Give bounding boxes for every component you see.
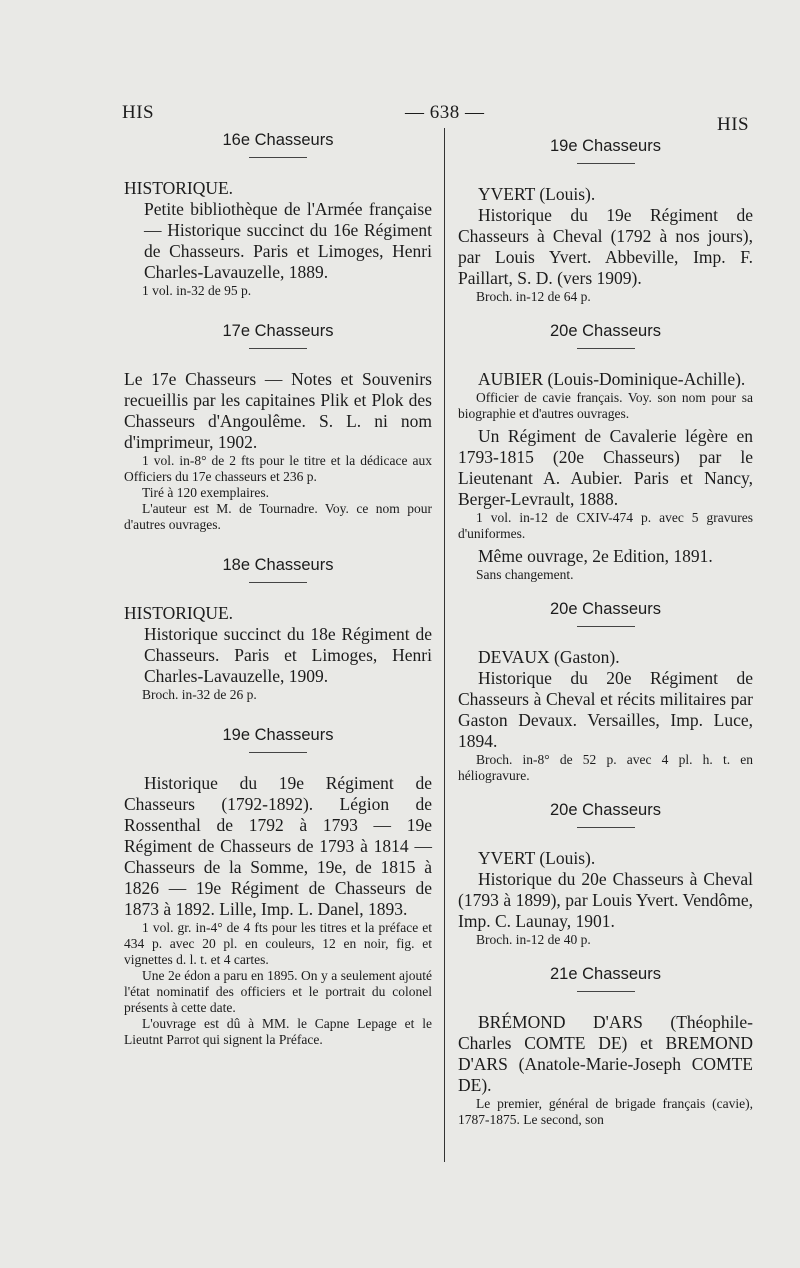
entry-head: YVERT (Louis). bbox=[478, 184, 596, 204]
entry-note: 1 vol. in-32 de 95 p. bbox=[142, 283, 252, 298]
entry-note: Une 2e édon a paru en 1895. On y a seulement ajouté l'état nominatif des officiers et le portrait du colonel présents à cette date. bbox=[124, 968, 432, 1015]
entry-note: Broch. in-12 de 40 p. bbox=[476, 932, 591, 947]
section-heading: 19e Chasseurs bbox=[222, 726, 334, 744]
heading-rule bbox=[249, 157, 307, 158]
bibliography-entry bbox=[458, 647, 753, 784]
bibliography-entry bbox=[458, 1012, 753, 1128]
entry-body: Le 17e Chasseurs — Notes et Souvenirs recueillis par les capitaines Plik et Plok des Chasseurs d'Angoulême. S. L. ni nom d'imprimeur, 1902. bbox=[124, 369, 432, 452]
heading-rule bbox=[249, 582, 307, 583]
heading-rule bbox=[577, 991, 635, 992]
entry-note: Tiré à 120 exemplaires. bbox=[142, 485, 269, 500]
running-head-left: HIS bbox=[122, 102, 155, 123]
entry-note: Broch. in-12 de 64 p. bbox=[476, 289, 591, 304]
entry-body: Même ouvrage, 2e Edition, 1891. bbox=[478, 546, 713, 566]
heading-rule bbox=[577, 163, 635, 164]
section-heading: 20e Chasseurs bbox=[550, 322, 661, 340]
column-divider bbox=[444, 128, 445, 1162]
bibliography-entry bbox=[458, 184, 753, 305]
entry-body: Un Régiment de Cavalerie légère en 1793-1815 (20e Chasseurs) par le Lieutenant A. Aubier. Paris et Nancy, Berger-Levrault, 1888. bbox=[458, 426, 753, 509]
entry-note: Le premier, général de brigade français (cavie), 1787-1875. Le second, son bbox=[458, 1096, 753, 1127]
bibliography-entry bbox=[124, 603, 432, 703]
running-head-right: HIS bbox=[717, 114, 750, 135]
entry-body: Historique du 20e Chasseurs à Cheval (1793 à 1899), par Louis Yvert. Vendôme, Imp. C. Launay, 1901. bbox=[458, 869, 753, 931]
section-heading: 18e Chasseurs bbox=[222, 556, 334, 574]
entry-head: YVERT (Louis). bbox=[478, 848, 596, 868]
entry-note: 1 vol. in-8° de 2 fts pour le titre et la dédicace aux Officiers du 17e chasseurs et 236 p. bbox=[124, 453, 432, 484]
entry-body: Historique du 19e Régiment de Chasseurs (1792-1892). Légion de Rossenthal de 1792 à 1793 — 19e Régiment de Chasseurs de 1793 à 1814 — Chasseurs de la Somme, 19e, de 1815 à 1826 — 19e Régiment de Chasseurs de 1873 à 1892. Lille, Imp. L. Danel, 1893. bbox=[124, 773, 432, 919]
entry-head: BRÉMOND D'ARS (Théophile-Charles COMTE DE) et BREMOND D'ARS (Anatole-Marie-Joseph COMTE DE). bbox=[458, 1012, 753, 1095]
section-heading: 17e Chasseurs bbox=[222, 322, 334, 340]
left-column bbox=[124, 130, 432, 1052]
section-heading: 21e Chasseurs bbox=[550, 965, 661, 983]
entry-note: L'auteur est M. de Tournadre. Voy. ce nom pour d'autres ouvrages. bbox=[124, 501, 432, 532]
heading-rule bbox=[249, 752, 307, 753]
entry-note: Broch. in-8° de 52 p. avec 4 pl. h. t. en héliogravure. bbox=[458, 752, 753, 783]
heading-rule bbox=[577, 348, 635, 349]
entry-body: Historique du 20e Régiment de Chasseurs à Cheval et récits militaires par Gaston Devaux. Versailles, Imp. Luce, 1894. bbox=[458, 668, 753, 751]
section-heading: 16e Chasseurs bbox=[222, 131, 334, 149]
entry-note: L'ouvrage est dû à MM. le Capne Lepage et le Lieutnt Parrot qui signent la Préface. bbox=[124, 1016, 432, 1047]
section-heading: 20e Chasseurs bbox=[550, 801, 661, 819]
heading-rule bbox=[577, 626, 635, 627]
bibliography-entry bbox=[124, 369, 432, 533]
entry-head: HISTORIQUE. bbox=[124, 178, 234, 198]
bibliography-entry bbox=[124, 178, 432, 299]
page-number: — 638 — bbox=[405, 102, 485, 123]
heading-rule bbox=[249, 348, 307, 349]
section-heading: 19e Chasseurs bbox=[550, 137, 661, 155]
entry-body: Historique du 19e Régiment de Chasseurs à Cheval (1792 à nos jours), par Louis Yvert. Abbeville, Imp. F. Paillart, S. D. (vers 1909). bbox=[458, 205, 753, 288]
entry-head: AUBIER (Louis-Dominique-Achille). bbox=[478, 369, 746, 389]
section-heading: 20e Chasseurs bbox=[550, 600, 661, 618]
bibliography-entry bbox=[124, 773, 432, 1048]
entry-note: 1 vol. in-12 de CXIV-474 p. avec 5 gravures d'uniformes. bbox=[458, 510, 753, 541]
entry-note: 1 vol. gr. in-4° de 4 fts pour les titres et la préface et 434 p. avec 20 pl. en couleurs, 12 en noir, fig. et vignettes d. l. t. et 4 cartes. bbox=[124, 920, 432, 967]
bibliography-entry bbox=[458, 369, 753, 583]
entry-note: Broch. in-32 de 26 p. bbox=[142, 687, 257, 702]
entry-body: Petite bibliothèque de l'Armée française — Historique succinct du 16e Régiment de Chasseurs. Paris et Limoges, Henri Charles-Lavauzelle, 1889. bbox=[144, 199, 432, 282]
entry-body: Historique succinct du 18e Régiment de Chasseurs. Paris et Limoges, Henri Charles-Lavauzelle, 1909. bbox=[144, 624, 432, 686]
heading-rule bbox=[577, 827, 635, 828]
bibliography-entry bbox=[458, 848, 753, 948]
right-column bbox=[458, 136, 753, 1132]
entry-head: HISTORIQUE. bbox=[124, 603, 234, 623]
entry-note: Officier de cavie français. Voy. son nom pour sa biographie et d'autres ouvrages. bbox=[458, 390, 753, 421]
entry-head: DEVAUX (Gaston). bbox=[478, 647, 620, 667]
entry-note: Sans changement. bbox=[476, 567, 574, 582]
